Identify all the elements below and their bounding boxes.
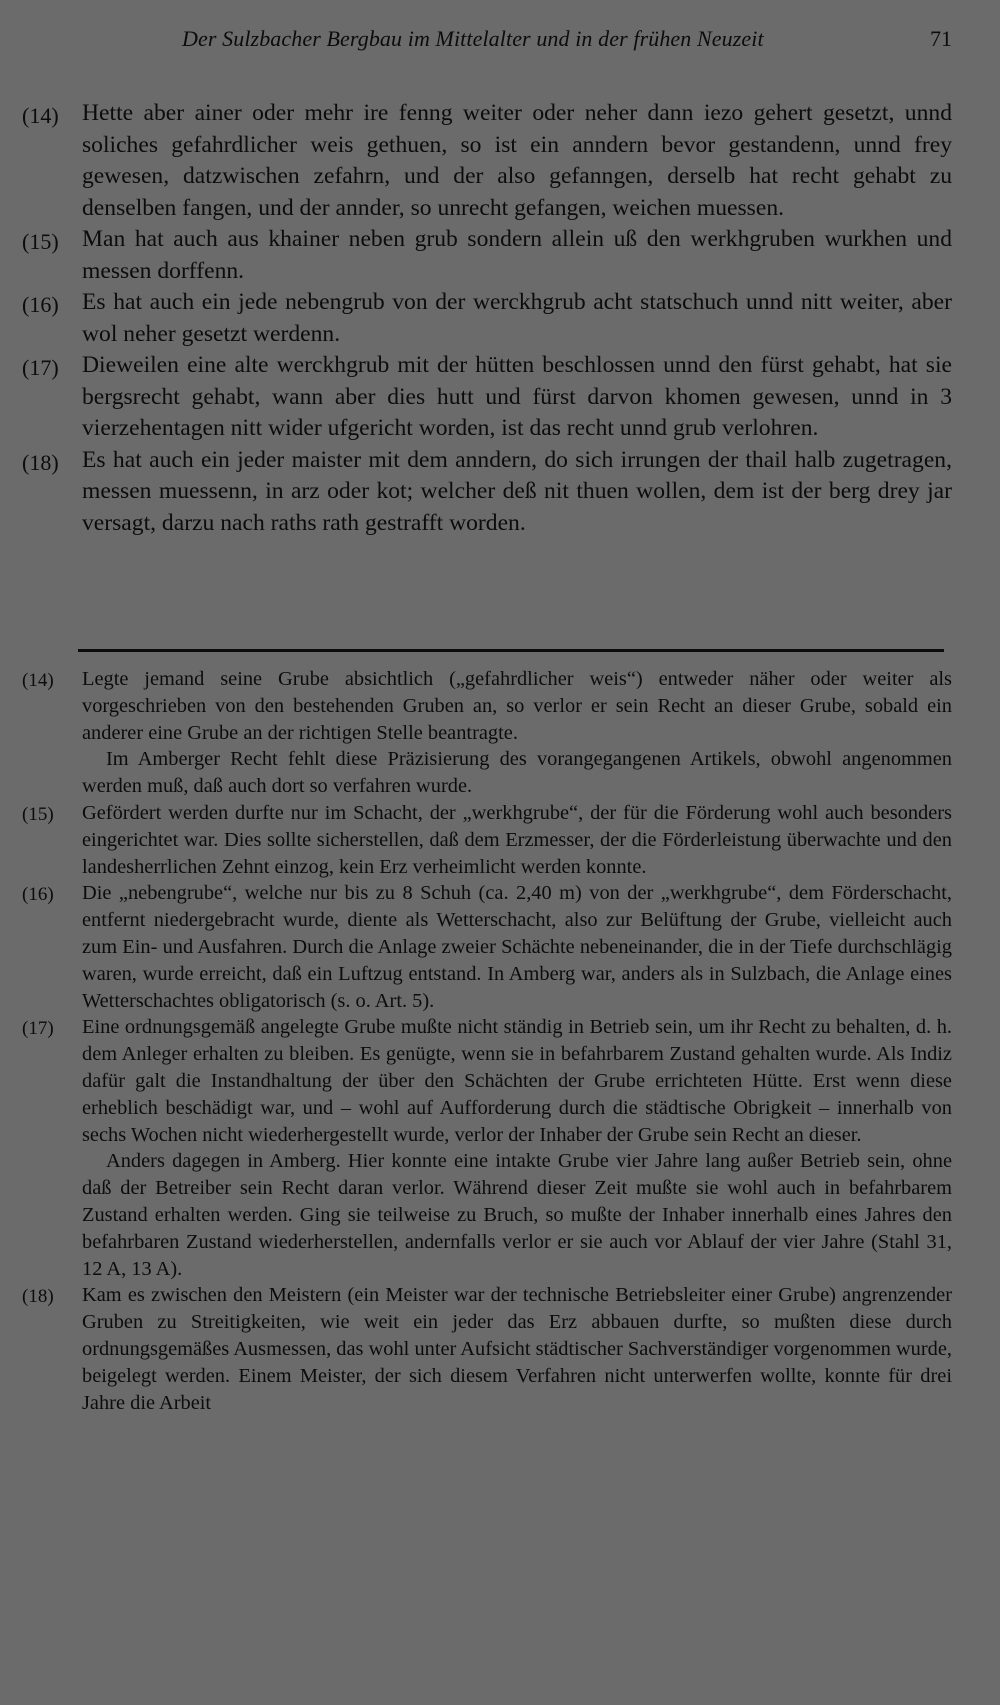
note-paragraph: Legte jemand seine Grube absichtlich („gefahrdlicher weis“) entweder näher oder weiter als vorgeschrieben von den bestehenden Gruben an, so verlor er sein Recht an dieser Grube, sobald ein anderer eine Grube an der richtigen Stelle beantragte. [82, 668, 952, 744]
article-text: Hette aber ainer oder mehr ire fenng weiter oder neher dann iezo gehert gesetzt, unnd soliches gefahrdlicher weis gethuen, so ist ein anndern bevor gestandenn, unnd frey gewesen, datzwischen zefahrn, und der also gefanngen, derselb hat recht gehabt zu denselben fangen, und der annder, so unrecht gefangen, weichen muessen. [82, 100, 952, 221]
ordinance-text [22, 98, 952, 539]
running-title: Der Sulzbacher Bergbau im Mittelalter und in der frühen Neuzeit [182, 26, 764, 51]
note-paragraph: Anders dagegen in Amberg. Hier konnte eine intakte Grube vier Jahre lang außer Betrieb sein, ohne daß der Betreiber sein Recht daran verlor. Während dieser Zeit mußte sie wohl auch in befahrbarem Zustand erhalten werden. Ging sie teilweise zu Bruch, so mußte der Inhaber innerhalb eines Jahres den befahrbaren Zustand wiederherstellen, andernfalls verlor er sie auch vor Ablauf der vier Jahre (Stahl 31, 12 A, 13 A). [82, 1150, 952, 1280]
article-text: Es hat auch ein jeder maister mit dem anndern, do sich irrungen der thail halb zugetragen, messen muessenn, in arz oder kot; welcher deß nit thuen wollen, dem ist der berg drey jar versagt, darzu nach raths rath gestrafft worden. [82, 446, 952, 536]
article-number: (14) [22, 103, 59, 128]
article-text: Man hat auch aus khainer neben grub sondern allein uß den werkhgruben wurkhen und messen dorffenn. [82, 226, 952, 284]
note-15 [22, 800, 952, 880]
article-17 [22, 350, 952, 445]
note-number: (14) [22, 670, 54, 691]
note-body [82, 800, 952, 880]
note-14 [22, 666, 952, 800]
note-16 [22, 880, 952, 1014]
note-number: (17) [22, 1018, 54, 1040]
commentary-notes [22, 666, 952, 1416]
article-text: Es hat auch ein jede nebengrub von der werckhgrub acht statschuch unnd nitt weiter, aber wol neher gesetzt werdenn. [82, 289, 952, 347]
note-paragraph: Im Amberger Recht fehlt diese Präzisierung des vorangegangenen Artikels, obwohl angenommen werden muß, daß auch dort so verfahren wurde. [82, 748, 952, 798]
note-number: (16) [22, 884, 54, 906]
page-header [0, 26, 1000, 60]
note-17 [22, 1014, 952, 1282]
page-number: 71 [930, 26, 952, 51]
note-number: (18) [22, 1286, 54, 1308]
note-paragraph: Kam es zwischen den Meistern (ein Meister war der technische Betriebsleiter einer Grube) angrenzender Gruben zu Streitigkeiten, wie weit ein jeder das Erz abbauen durfte, so mußten diese durch ordnungsgemäßes Ausmessen, das wohl unter Aufsicht städtischer Sachverständiger vorgenommen wurde, beigelegt werden. Einem Meister, der sich diesem Verfahren nicht unterwerfen wollte, konnte für drei Jahre die Arbeit [82, 1284, 953, 1414]
article-18 [22, 445, 952, 540]
article-14 [22, 98, 952, 224]
note-body [82, 666, 952, 800]
section-divider [78, 649, 944, 652]
note-body [82, 1014, 952, 1282]
article-number: (15) [22, 229, 59, 254]
note-paragraph: Eine ordnungsgemäß angelegte Grube mußte nicht ständig in Betrieb sein, um ihr Recht zu behalten, d. h. dem Anleger erhalten zu bleiben. Es genügte, wenn sie in befahrbarem Zustand gehalten wurde. Als Indiz dafür galt die Instandhaltung der über den Schächten der Grube errichteten Hütte. Erst wenn diese erheblich beschädigt war, und – wohl auf Aufforderung durch die städtische Obrigkeit – innerhalb von sechs Wochen nicht wiederhergestellt wurde, verlor der Inhaber der Grube sein Recht an dieser. [82, 1016, 952, 1146]
note-paragraph: Gefördert werden durfte nur im Schacht, der „werkhgrube“, der für die Förderung wohl auch besonders eingerichtet war. Dies sollte sicherstellen, daß dem Erzmesser, der die Förderleistung überwachte und den landesherrlichen Zehnt einzog, kein Erz verheimlicht werden konnte. [82, 801, 952, 878]
article-15 [22, 224, 952, 287]
note-body [82, 880, 952, 1014]
note-paragraph: Die „nebengrube“, welche nur bis zu 8 Schuh (ca. 2,40 m) von der „werkhgrube“, dem Förderschacht, entfernt niedergebracht wurde, diente als Wetterschacht, also zur Belüftung der Grube, vielleicht auch zum Ein- und Ausfahren. Durch die Anlage zweier Schächte nebeneinander, die in der Tiefe durchschlägig waren, wurde erreicht, daß ein Luftzug entstand. In Amberg war, anders als in Sulzbach, die Anlage eines Wetterschachtes obligatorisch (s. o. Art. 5). [82, 882, 952, 1012]
note-18 [22, 1282, 952, 1416]
article-text: Dieweilen eine alte werckhgrub mit der hütten beschlossen unnd den fürst gehabt, hat sie bergsrecht gehabt, wann aber dies hutt und fürst darvon khomen gewesen, unnd in 3 vierzehentagen nitt wider ufgericht worden, ist das recht unnd grub verlohren. [82, 352, 952, 441]
article-number: (16) [22, 292, 59, 317]
note-number: (15) [22, 803, 54, 825]
article-16 [22, 287, 952, 350]
note-body [82, 1282, 952, 1416]
article-number: (17) [22, 355, 59, 380]
article-number: (18) [22, 449, 59, 475]
